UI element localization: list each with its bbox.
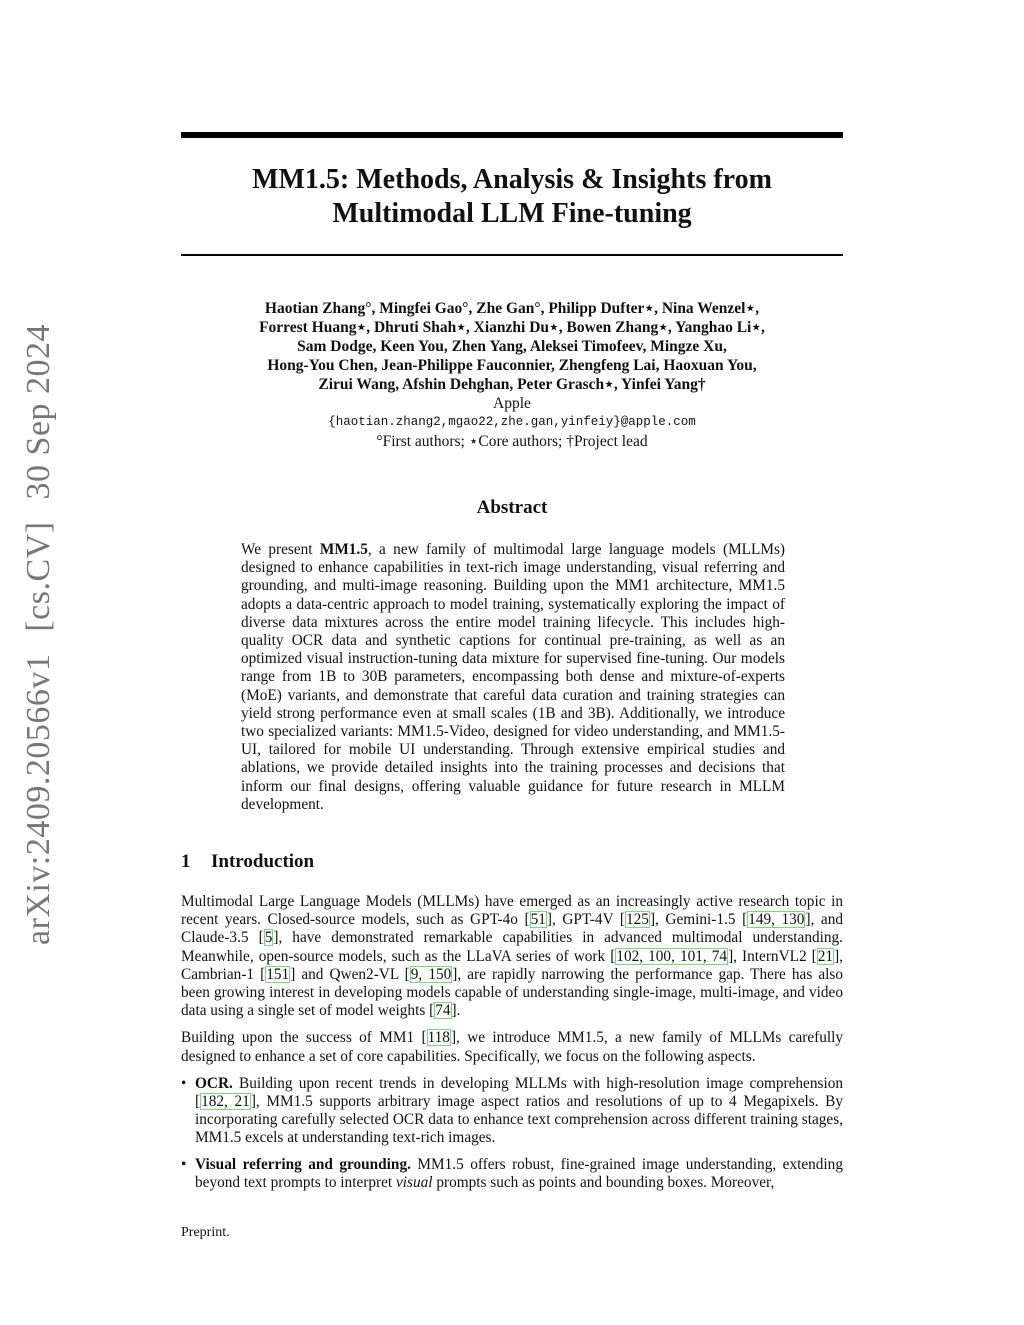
- text-run: Building upon recent trends in developing MLLMs with high-resolution image comprehension [: [195, 1074, 843, 1111]
- author-line: Zirui Wang, Afshin Dehghan, Peter Grasch⋆, Yinfei Yang†: [318, 376, 706, 393]
- title-line-2: Multimodal LLM Fine-tuning: [332, 198, 692, 229]
- arxiv-category: [cs.CV]: [20, 521, 57, 632]
- item-lead: OCR.: [195, 1074, 233, 1092]
- section-heading: [181, 851, 314, 873]
- intro-paragraph-2: [181, 1029, 843, 1065]
- affiliation: Apple: [493, 395, 531, 412]
- section-body: [181, 893, 843, 1200]
- item-lead: Visual referring and grounding.: [195, 1155, 411, 1173]
- model-name: MM1.5: [319, 541, 368, 558]
- arxiv-date: 30 Sep 2024: [20, 323, 57, 500]
- emphasis: visual: [395, 1173, 433, 1191]
- citation-link[interactable]: 74: [435, 1002, 451, 1020]
- author-notes: °First authors; ⋆Core authors; †Project lead: [376, 433, 648, 450]
- author-line: Sam Dodge, Keen You, Zhen Yang, Aleksei Timofeev, Mingze Xu,: [297, 338, 727, 355]
- arxiv-id: arXiv:2409.20566v1: [20, 653, 57, 945]
- author-line: Hong-You Chen, Jean-Philippe Fauconnier, Zhengfeng Lai, Haoxuan You,: [267, 357, 757, 374]
- arxiv-identifier: [20, 302, 58, 945]
- citation-link[interactable]: 151: [266, 965, 290, 983]
- abstract-body: , a new family of multimodal large language models (MLLMs) designed to enhance capabilities in text-rich image understanding, visual referring and grounding, and multi-image reasoning. Building upon the MM1 architecture, MM1.5 adopts a data-centric approach to model training, systematically exploring the impact of diverse data mixtures across the entire model training lifecycle. This includes high-quality OCR data and synthetic captions for continual pre-training, as well as an optimized visual instruction-tuning data mixture for supervised fine-tuning. Our models range from 1B to 30B parameters, encompassing both dense and mixture-of-experts (MoE) variants, and demonstrate that careful data curation and training strategies can yield strong performance even at small scales (1B and 3B). Additionally, we introduce two specialized variants: MM1.5-Video, designed for video understanding, and MM1.5-UI, tailored for mobile UI understanding. Through extensive empirical studies and ablations, we provide detailed insights into the training processes and decisions that inform our final designs, offering valuable guidance for future research in MLLM development.: [241, 541, 786, 813]
- author-email: {haotian.zhang2,mgao22,zhe.gan,yinfeiy}@apple.com: [328, 415, 696, 429]
- section-number: 1: [181, 851, 191, 872]
- citation-link[interactable]: 5: [264, 929, 273, 947]
- text-run: Multimodal Large Language Models (MLLMs) have emerged as an increasingly active research topic in recent years. Closed-source models, such as GPT-4o [: [181, 893, 843, 929]
- citation-link[interactable]: 149, 130: [748, 911, 805, 929]
- abstract-text: [241, 541, 785, 814]
- author-line: Forrest Huang⋆, Dhruti Shah⋆, Xianzhi Du⋆, Bowen Zhang⋆, Yanghao Li⋆,: [259, 319, 765, 336]
- text-run: ], we introduce MM1.5, a new family of MLLMs carefully designed to enhance a set of core capabilities. Specifically, we focus on the following aspects.: [181, 1029, 844, 1065]
- text-run: ], are rapidly narrowing the performance gap. There has also been growing interest in developing models capable of understanding single-image, multi-image, and video data using a single set of model weights [: [181, 965, 843, 1020]
- citation-link[interactable]: 51: [530, 911, 546, 929]
- title-bottom-rule: [181, 254, 843, 256]
- citation-link[interactable]: 102, 100, 101, 74: [616, 947, 728, 965]
- text-run: ], MM1.5 supports arbitrary image aspect ratios and resolutions of up to 4 Megapixels. By incorporating carefully selected OCR data to enhance text comprehension across different training stages, MM1.5 excels at understanding text-rich images.: [195, 1093, 844, 1147]
- text-run: ], Cambrian-1 [: [181, 947, 843, 983]
- citation-link[interactable]: 125: [626, 911, 649, 929]
- text-run: ], have demonstrated remarkable capabilities in advanced multimodal understanding. Meanwhile, open-source models, such as the LLaVA series of work [: [181, 929, 843, 965]
- text-run: Building upon the success of MM1 [: [181, 1029, 427, 1047]
- text-run: ] and Qwen2-VL [: [290, 965, 410, 983]
- abstract-heading: Abstract: [476, 497, 548, 518]
- title-line-1: MM1.5: Methods, Analysis & Insights from: [252, 164, 772, 195]
- text-run: prompts such as points and bounding boxes. Moreover,: [432, 1173, 775, 1191]
- abstract-intro: We present: [241, 541, 320, 558]
- text-run: ], and Claude-3.5 [: [181, 911, 843, 947]
- text-run: ], InternVL2 [: [728, 947, 817, 965]
- text-run: ], GPT-4V [: [546, 911, 625, 929]
- list-item: [181, 1156, 843, 1192]
- list-item: [181, 1075, 843, 1148]
- paper-title: [181, 163, 843, 231]
- text-run: ], Gemini-1.5 [: [649, 911, 748, 929]
- footer-note: Preprint.: [181, 1225, 230, 1240]
- citation-link[interactable]: 21: [817, 947, 834, 965]
- citation-link[interactable]: 118: [427, 1029, 450, 1047]
- capability-list: [181, 1075, 843, 1192]
- citation-link[interactable]: 9, 150: [410, 965, 452, 983]
- section-title: Introduction: [211, 851, 315, 872]
- text-run: ].: [451, 1002, 461, 1020]
- author-block: [181, 299, 843, 451]
- intro-paragraph-1: [181, 893, 843, 1020]
- author-line: Haotian Zhang°, Mingfei Gao°, Zhe Gan°, Philipp Dufter⋆, Nina Wenzel⋆,: [264, 300, 760, 317]
- citation-link[interactable]: 182, 21: [201, 1093, 250, 1111]
- text-run: MM1.5 offers robust, fine-grained image understanding, extending beyond text prompts to interpret: [195, 1155, 843, 1191]
- title-top-rule: [181, 132, 843, 138]
